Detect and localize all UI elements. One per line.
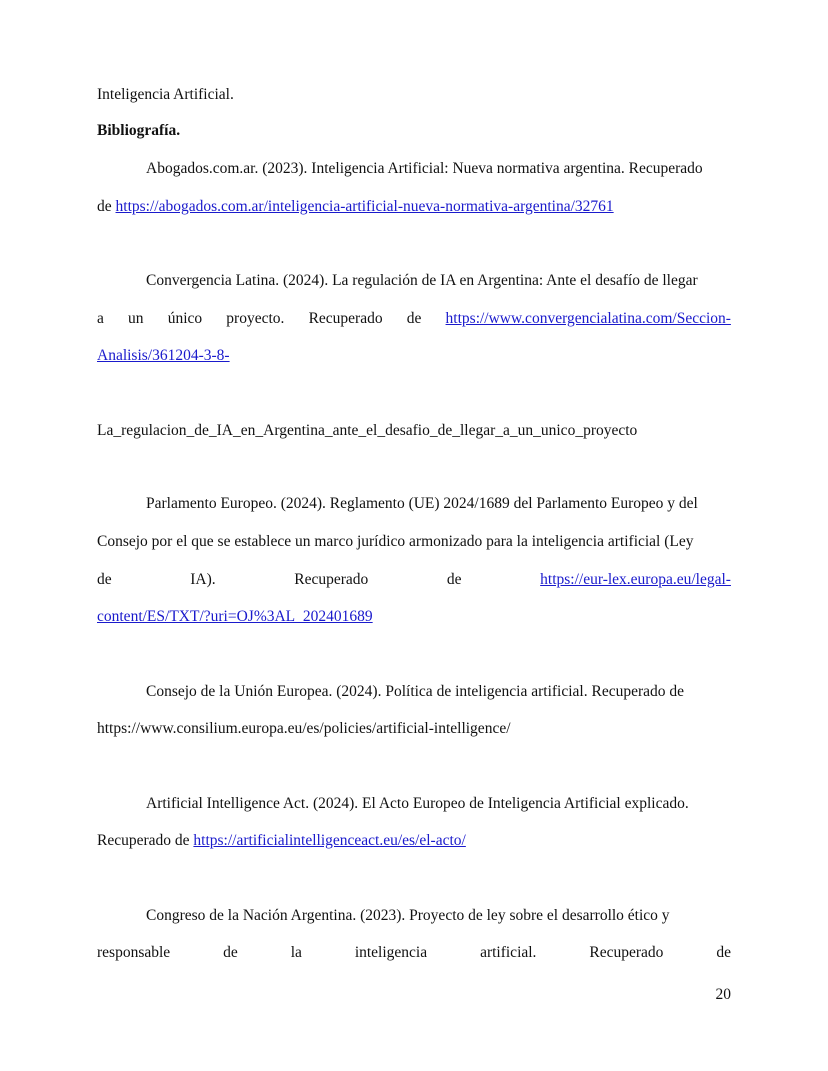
ref-2-link-part-1[interactable]: https://www.convergencialatina.com/Seccion- (445, 310, 731, 327)
ref-2-continuation: La_regulacion_de_IA_en_Argentina_ante_el_desafio_de_llegar_a_un_unico_proyecto (97, 422, 638, 439)
ref-6-word: de (223, 944, 238, 961)
ref-5-link[interactable]: https://artificialintelligenceact.eu/es/el-acto/ (193, 832, 466, 849)
ref-6-word: de (716, 944, 731, 961)
ref-3-word: Recuperado (294, 571, 369, 588)
page-number: 20 (715, 986, 731, 1003)
ref-3-word: de (97, 571, 112, 588)
ref-5-line-2 (97, 831, 731, 851)
ref-3-line-2: Consejo por el que se establece un marco jurídico armonizado para la inteligencia artificial (Ley (97, 533, 694, 550)
ref-3-line-3 (97, 570, 731, 590)
ref-2-word: un (128, 310, 144, 327)
ref-2-word: a (97, 310, 104, 327)
ref-5-prefix: Recuperado de (97, 832, 194, 849)
ref-1-line-1: Abogados.com.ar. (2023). Inteligencia Artificial: Nueva normativa argentina. Recuperado (146, 160, 703, 177)
ref-6-line-1: Congreso de la Nación Argentina. (2023). Proyecto de ley sobre el desarrollo ético y (146, 907, 670, 924)
ref-3-link-part-1[interactable]: https://eur-lex.europa.eu/legal- (540, 571, 731, 588)
ref-6-line-2 (97, 943, 731, 963)
ref-2-word: de (406, 310, 422, 327)
ref-5-line-1: Artificial Intelligence Act. (2024). El Acto Europeo de Inteligencia Artificial explicado. (146, 795, 689, 812)
ref-1-link[interactable]: https://abogados.com.ar/inteligencia-artificial-nueva-normativa-argentina/32761 (115, 198, 614, 215)
ref-3-line-4 (97, 607, 731, 627)
ref-1-prefix: de (97, 198, 116, 215)
ref-6-word: la (290, 944, 302, 961)
ref-3-line-1: Parlamento Europeo. (2024). Reglamento (UE) 2024/1689 del Parlamento Europeo y del (146, 495, 698, 512)
bibliography-heading: Bibliografía. (97, 122, 181, 139)
ref-2-word: proyecto. (226, 310, 285, 327)
ref-2-line-3 (97, 346, 731, 366)
ref-6-word: artificial. (480, 944, 537, 961)
ref-6-word: inteligencia (354, 944, 428, 961)
ref-6-word: responsable (97, 944, 171, 961)
ref-2-line-2 (97, 309, 731, 329)
ref-1-line-2 (97, 197, 731, 217)
ref-4-line-2: https://www.consilium.europa.eu/es/policies/artificial-intelligence/ (97, 720, 511, 737)
ref-3-word: de (446, 571, 462, 588)
ref-3-word: IA). (190, 571, 216, 588)
ref-2-link-part-2[interactable]: Analisis/361204-3-8- (97, 347, 230, 364)
ref-6-word: Recuperado (589, 944, 664, 961)
ref-2-word: único (167, 310, 203, 327)
ref-2-line-1: Convergencia Latina. (2024). La regulación de IA en Argentina: Ante el desafío de llegar (146, 272, 698, 289)
ref-3-link-part-2[interactable]: content/ES/TXT/?uri=OJ%3AL_202401689 (97, 608, 373, 625)
ref-4-line-1: Consejo de la Unión Europea. (2024). Política de inteligencia artificial. Recuperado de (146, 683, 685, 700)
ref-2-word: Recuperado (308, 310, 383, 327)
intro-fragment: Inteligencia Artificial. (97, 86, 234, 103)
